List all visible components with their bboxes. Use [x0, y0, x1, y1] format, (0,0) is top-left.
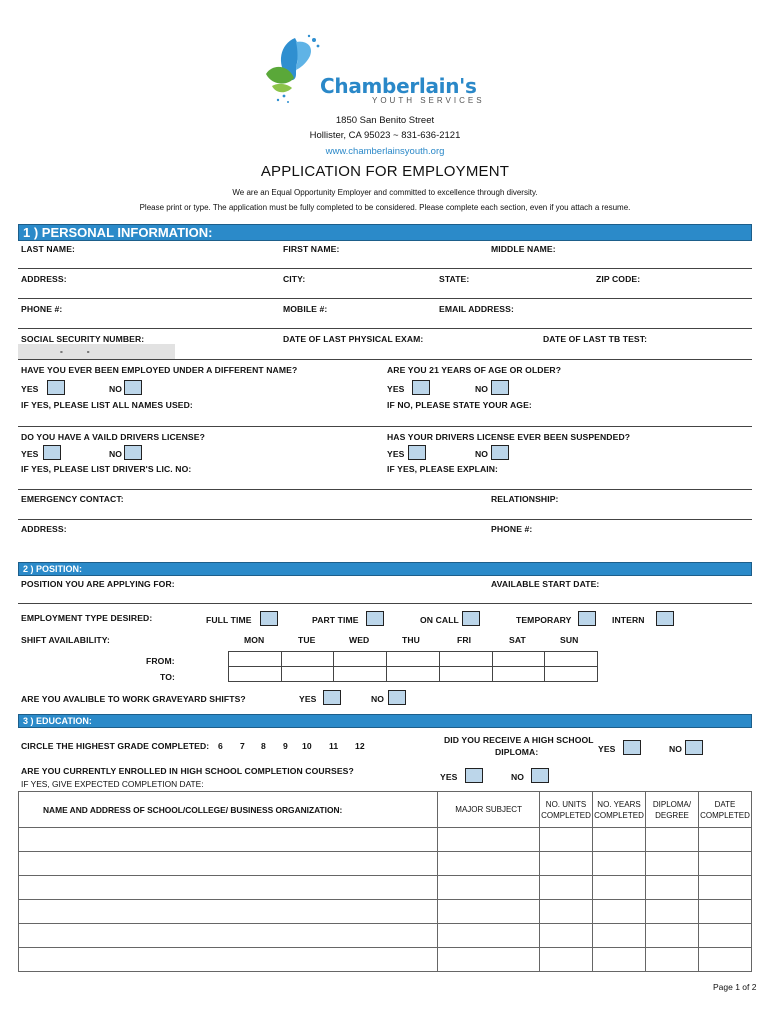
shift-cell[interactable]: [334, 652, 387, 667]
license-no-checkbox[interactable]: [124, 445, 142, 460]
section-position-title: 2 ) POSITION:: [23, 564, 83, 574]
shift-cell[interactable]: [281, 652, 334, 667]
col-years-label-1: NO. YEARS: [597, 799, 641, 809]
table-row[interactable]: [19, 852, 752, 876]
shift-cell[interactable]: [387, 667, 440, 682]
zip-label: ZIP CODE:: [596, 274, 641, 284]
shift-availability-label: SHIFT AVAILABILITY:: [21, 635, 110, 645]
position-applying-label: POSITION YOU ARE APPLYING FOR:: [21, 579, 175, 589]
table-row[interactable]: [19, 924, 752, 948]
section-education-header: [18, 714, 752, 728]
start-date-label: AVAILABLE START DATE:: [491, 579, 600, 589]
type-temporary-label: TEMPORARY: [516, 615, 572, 625]
suspended-followup: IF YES, PLEASE EXPLAIN:: [387, 464, 499, 474]
section-position-header: [18, 562, 752, 576]
phone-label: PHONE #:: [21, 304, 63, 314]
graveyard-yes-checkbox[interactable]: [323, 690, 341, 705]
shift-cell[interactable]: [439, 652, 492, 667]
emergency-contact-label: EMERGENCY CONTACT:: [21, 494, 124, 504]
col-date-header: [698, 792, 751, 828]
diff-name-yes-checkbox[interactable]: [47, 380, 65, 395]
table-row[interactable]: [19, 900, 752, 924]
col-diploma-header: [646, 792, 699, 828]
day-mon: MON: [244, 635, 265, 645]
type-part-time-label: PART TIME: [312, 615, 359, 625]
diploma-no-label: NO: [669, 744, 683, 754]
ec-phone-label: PHONE #:: [491, 524, 533, 534]
col-units-header: [540, 792, 593, 828]
graveyard-no-label: NO: [371, 694, 385, 704]
suspended-no-label: NO: [475, 449, 489, 459]
col-date-label-1: DATE: [714, 799, 736, 809]
col-major-header: [438, 792, 540, 828]
shift-cell[interactable]: [545, 667, 598, 682]
section-personal-title: 1 ) PERSONAL INFORMATION:: [23, 225, 213, 240]
education-table-header: [19, 792, 752, 828]
type-temporary-checkbox[interactable]: [578, 611, 596, 626]
address-line-1: 1850 San Benito Street: [335, 115, 435, 126]
shift-cell[interactable]: [387, 652, 440, 667]
grade-12[interactable]: 12: [355, 741, 365, 751]
table-row[interactable]: [19, 828, 752, 852]
grade-9[interactable]: 9: [283, 741, 288, 751]
first-name-label: FIRST NAME:: [283, 244, 340, 254]
diff-name-followup: IF YES, PLEASE LIST ALL NAMES USED:: [21, 400, 193, 410]
grade-11[interactable]: 11: [329, 741, 339, 751]
divider: [18, 328, 752, 329]
address-label: ADDRESS:: [21, 274, 67, 284]
age-no-label: NO: [475, 384, 489, 394]
col-school-label: NAME AND ADDRESS OF SCHOOL/COLLEGE/ BUSINESS ORGANIZATION:: [43, 804, 343, 815]
table-row[interactable]: [19, 876, 752, 900]
col-diploma-label-1: DIPLOMA/: [652, 799, 692, 809]
shift-cell[interactable]: [229, 667, 282, 682]
suspended-no-checkbox[interactable]: [491, 445, 509, 460]
shift-cell[interactable]: [545, 652, 598, 667]
diploma-yes-checkbox[interactable]: [623, 740, 641, 755]
diff-name-no-label: NO: [109, 384, 123, 394]
education-table: [18, 791, 752, 972]
highest-grade-label: CIRCLE THE HIGHEST GRADE COMPLETED:: [21, 741, 210, 751]
hs-diploma-label-1: DID YOU RECEIVE A HIGH SCHOOL: [444, 735, 594, 745]
divider: [18, 489, 752, 490]
type-intern-label: INTERN: [612, 615, 645, 625]
age-followup: IF NO, PLEASE STATE YOUR AGE:: [387, 400, 532, 410]
divider: [18, 603, 752, 604]
license-followup: IF YES, PLEASE LIST DRIVER'S LIC. NO:: [21, 464, 192, 474]
ec-address-label: ADDRESS:: [21, 524, 67, 534]
age-no-checkbox[interactable]: [491, 380, 509, 395]
grade-7[interactable]: 7: [240, 741, 245, 751]
shift-from-row: [229, 652, 598, 667]
middle-name-label: MIDDLE NAME:: [491, 244, 556, 254]
col-years-label-2: COMPLETED: [594, 810, 644, 820]
license-no-label: NO: [109, 449, 123, 459]
divider: [18, 519, 752, 520]
eoe-statement: We are an Equal Opportunity Employer and committed to excellence through diversity.: [232, 188, 538, 197]
shift-cell[interactable]: [281, 667, 334, 682]
type-intern-checkbox[interactable]: [656, 611, 674, 626]
relationship-label: RELATIONSHIP:: [491, 494, 559, 504]
col-years-header: [593, 792, 646, 828]
enrolled-no-checkbox[interactable]: [531, 768, 549, 783]
diff-name-no-checkbox[interactable]: [124, 380, 142, 395]
ssn-placeholder: - -: [60, 346, 90, 356]
q-suspended: HAS YOUR DRIVERS LICENSE EVER BEEN SUSPENDED?: [387, 432, 631, 442]
enrolled-no-label: NO: [511, 772, 525, 782]
section-education-title: 3 ) EDUCATION:: [23, 716, 92, 726]
type-on-call-label: ON CALL: [420, 615, 459, 625]
ssn-input[interactable]: [18, 344, 175, 359]
hs-diploma-label-2: DIPLOMA:: [495, 747, 539, 757]
page-title: APPLICATION FOR EMPLOYMENT: [260, 163, 510, 180]
graveyard-label: ARE YOU AVALIBLE TO WORK GRAVEYARD SHIFTS?: [21, 694, 246, 704]
day-tue: TUE: [298, 635, 316, 645]
q-age: ARE YOU 21 YEARS OF AGE OR OLDER?: [387, 365, 562, 375]
shift-cell[interactable]: [334, 667, 387, 682]
shift-cell[interactable]: [492, 652, 545, 667]
divider: [18, 359, 752, 360]
shift-cell[interactable]: [439, 667, 492, 682]
email-label: EMAIL ADDRESS:: [439, 304, 514, 314]
divider: [18, 426, 752, 427]
col-major-label: MAJOR SUBJECT: [455, 805, 522, 814]
license-yes-label: YES: [21, 449, 39, 459]
graveyard-yes-label: YES: [299, 694, 317, 704]
shift-grid[interactable]: [228, 651, 598, 682]
diploma-no-checkbox[interactable]: [685, 740, 703, 755]
grade-8[interactable]: 8: [261, 741, 266, 751]
logo: [262, 30, 492, 110]
suspended-yes-checkbox[interactable]: [408, 445, 426, 460]
to-label: TO:: [160, 672, 175, 682]
section-personal-header: [18, 224, 752, 241]
shift-to-row: [229, 667, 598, 682]
diploma-yes-label: YES: [598, 744, 616, 754]
col-units-label-1: NO. UNITS: [545, 799, 587, 809]
col-units-label-2: COMPLETED: [541, 810, 591, 820]
license-yes-checkbox[interactable]: [43, 445, 61, 460]
employment-type-label: EMPLOYMENT TYPE DESIRED:: [21, 613, 153, 623]
city-label: CITY:: [283, 274, 306, 284]
col-diploma-label-2: DEGREE: [655, 810, 689, 820]
website-link[interactable]: www.chamberlainsyouth.org: [325, 146, 445, 157]
grade-10[interactable]: 10: [302, 741, 312, 751]
type-full-time-label: FULL TIME: [206, 615, 252, 625]
enrolled-yes-checkbox[interactable]: [465, 768, 483, 783]
physical-exam-label: DATE OF LAST PHYSICAL EXAM:: [283, 334, 424, 344]
table-row[interactable]: [19, 948, 752, 972]
address-line-2: Hollister, CA 95023 ~ 831-636-2121: [309, 130, 461, 141]
suspended-yes-label: YES: [387, 449, 405, 459]
col-date-label-2: COMPLETED: [700, 810, 750, 820]
day-sun: SUN: [560, 635, 579, 645]
divider: [18, 298, 752, 299]
day-sat: SAT: [509, 635, 526, 645]
q-license: DO YOU HAVE A VAILD DRIVERS LICENSE?: [21, 432, 205, 442]
age-yes-checkbox[interactable]: [412, 380, 430, 395]
page-number: Page 1 of 2: [713, 982, 757, 992]
instructions: Please print or type. The application must be fully completed to be considered. Please complete each section, even if you attach a resume.: [139, 203, 631, 212]
state-label: STATE:: [439, 274, 470, 284]
type-on-call-checkbox[interactable]: [462, 611, 480, 626]
type-full-time-checkbox[interactable]: [260, 611, 278, 626]
mobile-label: MOBILE #:: [283, 304, 328, 314]
type-part-time-checkbox[interactable]: [366, 611, 384, 626]
divider: [18, 268, 752, 269]
grade-6[interactable]: 6: [218, 741, 223, 751]
butterfly-logo-icon: [262, 30, 322, 110]
day-thu: THU: [402, 635, 420, 645]
day-wed: WED: [349, 635, 370, 645]
q-different-name: HAVE YOU EVER BEEN EMPLOYED UNDER A DIFFERENT NAME?: [21, 365, 298, 375]
last-name-label: LAST NAME:: [21, 244, 75, 254]
graveyard-no-checkbox[interactable]: [388, 690, 406, 705]
shift-cell[interactable]: [229, 652, 282, 667]
expected-date-label: IF YES, GIVE EXPECTED COMPLETION DATE:: [21, 779, 204, 789]
logo-subtitle: YOUTH SERVICES: [372, 96, 485, 105]
diff-name-yes-label: YES: [21, 384, 39, 394]
logo-name: Chamberlain's: [320, 74, 477, 98]
ssn-label: SOCIAL SECURITY NUMBER:: [21, 334, 145, 344]
col-school-header: [19, 792, 438, 828]
shift-cell[interactable]: [492, 667, 545, 682]
enrolled-yes-label: YES: [440, 772, 458, 782]
age-yes-label: YES: [387, 384, 405, 394]
day-fri: FRI: [457, 635, 472, 645]
from-label: FROM:: [146, 656, 175, 666]
enrolled-label: ARE YOU CURRENTLY ENROLLED IN HIGH SCHOOL COMPLETION COURSES?: [21, 766, 354, 776]
tb-test-label: DATE OF LAST TB TEST:: [543, 334, 648, 344]
